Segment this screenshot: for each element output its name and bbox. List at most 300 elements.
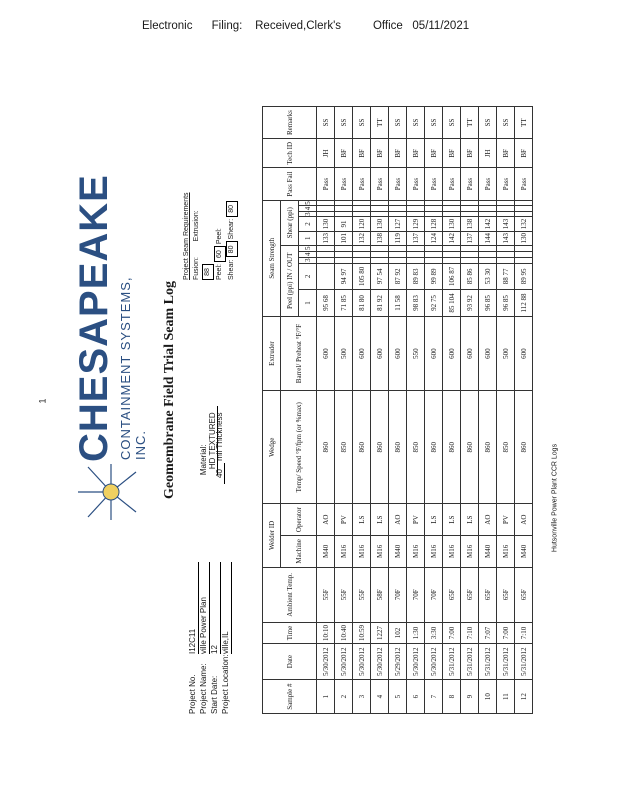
table-cell	[443, 211, 461, 217]
table-cell: BF	[461, 139, 479, 168]
table-cell: 550	[407, 316, 425, 391]
table-cell: 11	[497, 680, 515, 714]
table-cell: 3:30	[425, 622, 443, 643]
table-cell: LS	[461, 504, 479, 536]
table-cell: 97 54	[371, 263, 389, 290]
table-cell: 7:10	[515, 622, 533, 643]
table-cell: 3	[353, 680, 371, 714]
table-cell	[479, 211, 497, 217]
table-cell: 130	[515, 231, 533, 245]
table-cell	[371, 251, 389, 257]
col-wedge-sub: Temp/ Speed °F/fpm (or %max)	[281, 391, 317, 504]
table-cell: 5/31/2012	[515, 643, 533, 679]
table-cell: SS	[317, 107, 335, 139]
table-cell: 65F	[461, 567, 479, 622]
table-cell	[353, 251, 371, 257]
table-cell	[335, 206, 353, 212]
requirements-title: Project Seam Requirements	[183, 192, 190, 280]
table-cell: Pass	[353, 168, 371, 200]
peel2-label: Peel:	[216, 228, 223, 245]
table-cell	[389, 211, 407, 217]
table-cell: 5/31/2012	[443, 643, 461, 679]
table-cell	[353, 206, 371, 212]
extrusion-label: Extrusion:	[193, 210, 200, 242]
table-cell	[317, 257, 335, 263]
table-cell	[407, 251, 425, 257]
table-cell	[515, 200, 533, 206]
col-remarks: Remarks	[263, 107, 317, 139]
col-shear: Shear (ppi)	[281, 200, 299, 245]
table-cell	[335, 251, 353, 257]
table-cell: 85 86	[461, 263, 479, 290]
table-cell: 5	[389, 680, 407, 714]
table-cell	[317, 200, 335, 206]
table-cell: TT	[371, 107, 389, 139]
table-cell: LS	[425, 504, 443, 536]
table-cell: 65F	[497, 567, 515, 622]
table-cell: 860	[353, 391, 371, 504]
filing-header: Electronic Filing: Received,Clerk's Office 05/11/2021	[142, 20, 470, 32]
table-row	[479, 107, 497, 714]
col-tech-id: Tech ID	[263, 139, 317, 168]
table-cell	[425, 257, 443, 263]
table-cell	[515, 251, 533, 257]
table-cell: 137	[407, 231, 425, 245]
table-cell: 7:00	[443, 622, 461, 643]
table-cell: Pass	[317, 168, 335, 200]
table-cell	[443, 200, 461, 206]
table-cell: 87 92	[389, 263, 407, 290]
table-cell: 88 77	[497, 263, 515, 290]
table-cell: LS	[353, 504, 371, 536]
table-cell: Pass	[443, 168, 461, 200]
col-extruder: Extruder	[263, 316, 281, 391]
table-cell	[425, 200, 443, 206]
table-cell	[479, 206, 497, 212]
table-cell	[515, 245, 533, 251]
table-cell: 55F	[335, 567, 353, 622]
shear-1: 1	[299, 231, 317, 245]
table-row	[425, 107, 443, 714]
table-cell: 600	[389, 316, 407, 391]
table-cell: Pass	[515, 168, 533, 200]
table-cell: PV	[335, 504, 353, 536]
table-cell: 600	[479, 316, 497, 391]
table-row	[353, 107, 371, 714]
table-cell: 96 85	[497, 290, 515, 317]
table-cell: 850	[407, 391, 425, 504]
table-cell: JH	[479, 139, 497, 168]
table-cell	[353, 257, 371, 263]
table-cell: 5/30/2012	[317, 643, 335, 679]
table-cell: M16	[425, 536, 443, 568]
table-cell: 860	[443, 391, 461, 504]
table-cell: 102	[389, 622, 407, 643]
table-cell	[407, 206, 425, 212]
table-cell: 85 104	[443, 290, 461, 317]
table-cell: 55F	[353, 567, 371, 622]
table-cell	[497, 245, 515, 251]
table-cell: 860	[515, 391, 533, 504]
table-cell	[389, 257, 407, 263]
table-cell: 600	[515, 316, 533, 391]
table-cell: 4	[371, 680, 389, 714]
footer-caption: Hutsonville Power Plant CCR Logs	[551, 443, 559, 553]
table-cell: 89 95	[515, 263, 533, 290]
table-cell	[353, 245, 371, 251]
project-name-value: ville Power Plan	[199, 562, 210, 654]
table-cell: Pass	[461, 168, 479, 200]
table-cell: 600	[371, 316, 389, 391]
col-date: Date	[263, 643, 317, 679]
table-cell: Pass	[371, 168, 389, 200]
table-cell: 95 68	[317, 290, 335, 317]
table-cell: TT	[515, 107, 533, 139]
table-cell	[425, 206, 443, 212]
table-cell: M16	[443, 536, 461, 568]
table-cell: 600	[317, 316, 335, 391]
col-sample: Sample #	[263, 680, 317, 714]
table-cell: SS	[407, 107, 425, 139]
shear-4: 4	[299, 206, 317, 212]
table-cell: 5/30/2012	[407, 643, 425, 679]
seam-log-table	[262, 106, 533, 714]
seam-requirements	[182, 192, 238, 280]
table-cell: 850	[497, 391, 515, 504]
table-cell: 7	[425, 680, 443, 714]
peel-1: 1	[299, 290, 317, 317]
table-cell: 5/30/2012	[353, 643, 371, 679]
shear-5: 5	[299, 200, 317, 206]
col-ambient: Ambient Temp.	[263, 567, 317, 622]
col-peel: Peel (ppi) IN / OUT	[281, 245, 299, 316]
table-cell: 5/31/2012	[479, 643, 497, 679]
table-cell: 138	[461, 217, 479, 231]
table-cell	[407, 200, 425, 206]
table-cell: 1227	[371, 622, 389, 643]
col-pass-fail: Pass Fail	[263, 168, 317, 200]
table-cell	[407, 257, 425, 263]
table-cell: Pass	[407, 168, 425, 200]
table-cell: 142	[443, 231, 461, 245]
page-title: Geomembrane Field Trial Seam Log	[162, 281, 177, 500]
table-cell: 9	[461, 680, 479, 714]
table-cell: SS	[353, 107, 371, 139]
table-cell: BF	[335, 139, 353, 168]
table-cell	[425, 251, 443, 257]
table-cell: BF	[353, 139, 371, 168]
table-cell: 5/30/2012	[335, 643, 353, 679]
table-cell: BF	[407, 139, 425, 168]
project-location-label: Project Location:	[221, 654, 230, 714]
table-cell: 5/29/2012	[389, 643, 407, 679]
table-cell	[371, 206, 389, 212]
table-row	[335, 107, 353, 714]
project-location-value: ville,IL	[221, 562, 232, 654]
table-cell	[515, 257, 533, 263]
table-cell: BF	[389, 139, 407, 168]
table-cell	[443, 206, 461, 212]
table-cell: 130	[443, 217, 461, 231]
start-date-value: 12	[210, 562, 221, 654]
table-cell: 10:59	[353, 622, 371, 643]
table-cell	[389, 206, 407, 212]
table-cell: 5/31/2012	[497, 643, 515, 679]
table-cell: 98 83	[407, 290, 425, 317]
table-cell: 7:00	[497, 622, 515, 643]
table-cell: 101	[335, 231, 353, 245]
table-cell: SS	[479, 107, 497, 139]
logo-main-text: CHESAPEAKE	[72, 174, 116, 462]
table-cell: 860	[317, 391, 335, 504]
thickness-line	[215, 413, 224, 484]
table-cell: SS	[443, 107, 461, 139]
table-cell	[335, 245, 353, 251]
table-cell: 124	[425, 231, 443, 245]
table-cell: 10:10	[317, 622, 335, 643]
logo-sub-text: CONTAINMENT SYSTEMS, INC.	[118, 276, 148, 460]
table-cell	[497, 206, 515, 212]
table-cell: 7:10	[461, 622, 479, 643]
table-cell	[335, 200, 353, 206]
table-cell: 119	[389, 231, 407, 245]
table-cell: 860	[371, 391, 389, 504]
project-no-label: Project No.	[188, 674, 197, 714]
table-cell: 11 58	[389, 290, 407, 317]
table-cell	[515, 211, 533, 217]
table-cell: 5/31/2012	[461, 643, 479, 679]
table-cell: 71 85	[335, 290, 353, 317]
thickness-value: 40	[215, 463, 225, 484]
table-cell	[353, 200, 371, 206]
table-cell: M16	[371, 536, 389, 568]
table-cell: 860	[425, 391, 443, 504]
table-cell: BF	[443, 139, 461, 168]
table-cell	[479, 257, 497, 263]
table-cell: 99 89	[425, 263, 443, 290]
table-cell: Pass	[479, 168, 497, 200]
table-cell: 12	[515, 680, 533, 714]
table-cell: 860	[479, 391, 497, 504]
table-cell	[317, 245, 335, 251]
table-cell: 93 92	[461, 290, 479, 317]
table-cell	[335, 211, 353, 217]
table-cell	[389, 251, 407, 257]
table-cell: 5/30/2012	[371, 643, 389, 679]
fusion-shear-value: 80	[226, 241, 238, 257]
table-cell: M16	[353, 536, 371, 568]
table-cell	[317, 211, 335, 217]
table-cell: 138	[371, 231, 389, 245]
table-cell: 70F	[425, 567, 443, 622]
table-cell	[317, 263, 335, 290]
table-cell	[407, 245, 425, 251]
table-cell: 65F	[443, 567, 461, 622]
table-cell: SS	[335, 107, 353, 139]
table-cell: 53 30	[479, 263, 497, 290]
table-cell: 10:40	[335, 622, 353, 643]
table-cell	[389, 245, 407, 251]
project-no-value: I12C11	[188, 562, 199, 654]
table-row	[515, 107, 533, 714]
table-cell	[461, 200, 479, 206]
table-cell: LS	[443, 504, 461, 536]
table-cell: PV	[407, 504, 425, 536]
table-cell	[371, 257, 389, 263]
col-extruder-sub: Barrel/ Preheat °F/°F	[281, 316, 317, 391]
table-cell	[497, 200, 515, 206]
table-cell: 500	[335, 316, 353, 391]
table-cell	[461, 211, 479, 217]
table-cell: 600	[353, 316, 371, 391]
col-welder-id: Welder ID	[263, 504, 281, 568]
peel-5: 5	[299, 245, 317, 251]
table-cell: 106 87	[443, 263, 461, 290]
table-cell: M40	[479, 536, 497, 568]
col-wedge: Wedge	[263, 391, 281, 504]
table-cell	[497, 257, 515, 263]
table-cell: 130	[317, 217, 335, 231]
table-cell: 850	[335, 391, 353, 504]
table-cell: 6	[407, 680, 425, 714]
thickness-label: mil Thickness	[215, 412, 224, 461]
table-cell: M16	[335, 536, 353, 568]
table-cell: 133	[317, 231, 335, 245]
table-cell: M40	[389, 536, 407, 568]
table-cell	[479, 200, 497, 206]
fusion-label: Fusion:	[193, 257, 200, 280]
peel-3: 3	[299, 257, 317, 263]
table-row	[371, 107, 389, 714]
table-row	[317, 107, 335, 714]
table-cell: 132	[353, 231, 371, 245]
table-cell: 105 80	[353, 263, 371, 290]
table-cell: M40	[317, 536, 335, 568]
project-info	[188, 562, 232, 714]
shear2-label: Shear:	[228, 218, 235, 240]
table-cell	[443, 251, 461, 257]
table-cell: 144	[479, 231, 497, 245]
material-label: Material:	[199, 444, 208, 476]
material-value: HD TEXTURED	[208, 406, 218, 475]
table-cell	[497, 211, 515, 217]
table-cell: 81 80	[353, 290, 371, 317]
shear-3: 3	[299, 211, 317, 217]
table-cell: 143	[497, 231, 515, 245]
table-cell: 860	[461, 391, 479, 504]
table-cell: 600	[461, 316, 479, 391]
table-cell	[461, 251, 479, 257]
table-cell	[443, 257, 461, 263]
table-cell: M16	[461, 536, 479, 568]
table-cell: Pass	[497, 168, 515, 200]
table-cell	[371, 200, 389, 206]
company-logo	[72, 174, 164, 522]
table-cell: AO	[515, 504, 533, 536]
extrusion-peel-value: 88	[202, 264, 214, 280]
table-cell: 10	[479, 680, 497, 714]
table-cell: 94 97	[335, 263, 353, 290]
table-cell: 500	[497, 316, 515, 391]
table-cell: 8	[443, 680, 461, 714]
table-cell	[479, 251, 497, 257]
table-cell: 5/30/2012	[425, 643, 443, 679]
table-cell: 142	[479, 217, 497, 231]
table-cell: 91	[335, 217, 353, 231]
table-cell: 137	[461, 231, 479, 245]
table-cell: 129	[407, 217, 425, 231]
table-cell: 600	[425, 316, 443, 391]
table-cell	[479, 245, 497, 251]
table-row	[461, 107, 479, 714]
table-cell: 81 92	[371, 290, 389, 317]
table-cell	[461, 257, 479, 263]
table-cell: SS	[425, 107, 443, 139]
table-cell: 65F	[515, 567, 533, 622]
table-cell	[317, 251, 335, 257]
shear-label: Shear:	[228, 259, 235, 280]
shear-2: 2	[299, 217, 317, 231]
table-cell	[461, 245, 479, 251]
table-cell: PV	[497, 504, 515, 536]
table-cell: 130	[371, 217, 389, 231]
table-cell: 70F	[407, 567, 425, 622]
table-cell: 1:30	[407, 622, 425, 643]
rotated-log-sheet	[70, 100, 590, 720]
table-cell: 70F	[389, 567, 407, 622]
table-cell: AO	[389, 504, 407, 536]
table-row	[443, 107, 461, 714]
fusion-peel-value: 60	[214, 246, 226, 262]
table-cell	[425, 245, 443, 251]
table-cell: M40	[515, 536, 533, 568]
table-cell	[389, 200, 407, 206]
table-cell: SS	[497, 107, 515, 139]
table-cell: 127	[389, 217, 407, 231]
col-machine: Machine	[281, 536, 317, 568]
table-cell: 120	[353, 217, 371, 231]
table-cell: 143	[497, 217, 515, 231]
table-cell	[371, 211, 389, 217]
peel-4: 4	[299, 251, 317, 257]
table-cell	[515, 206, 533, 212]
table-row	[497, 107, 515, 714]
table-row	[407, 107, 425, 714]
logo-burst-icon	[76, 462, 146, 522]
table-cell: 55F	[317, 567, 335, 622]
table-cell: 96 85	[479, 290, 497, 317]
table-cell: AO	[479, 504, 497, 536]
table-cell: TT	[461, 107, 479, 139]
table-cell: LS	[371, 504, 389, 536]
table-cell: Pass	[425, 168, 443, 200]
table-cell: 7:07	[479, 622, 497, 643]
table-cell: 128	[425, 217, 443, 231]
extrusion-shear-value: 80	[226, 201, 238, 217]
table-cell: 89 83	[407, 263, 425, 290]
table-cell	[353, 211, 371, 217]
table-cell	[461, 206, 479, 212]
table-cell: M16	[497, 536, 515, 568]
table-cell: 58F	[371, 567, 389, 622]
table-cell: 112 88	[515, 290, 533, 317]
table-cell	[425, 211, 443, 217]
table-cell: Pass	[335, 168, 353, 200]
table-cell: JH	[317, 139, 335, 168]
table-cell: BF	[497, 139, 515, 168]
project-name-label: Project Name:	[199, 663, 208, 714]
col-time: Time	[263, 622, 317, 643]
